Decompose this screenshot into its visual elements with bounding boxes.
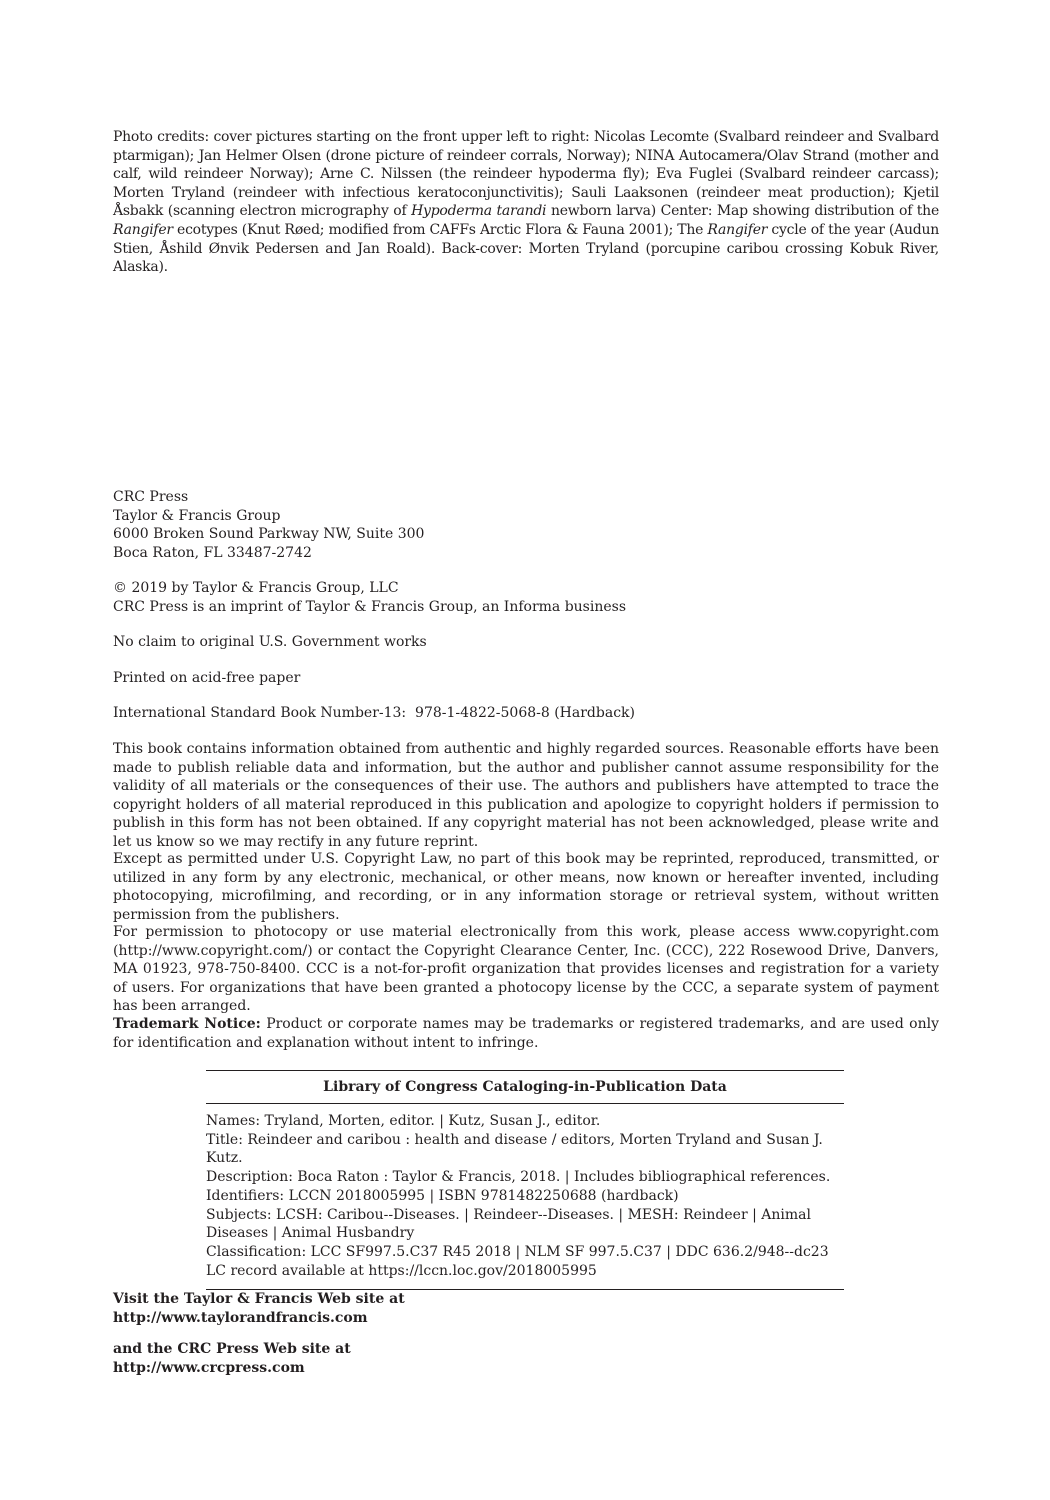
isbn-line: International Standard Book Number-13: 978-1-4822-5068-8 (Hardback) xyxy=(113,705,635,721)
tf-website-link[interactable]: http://www.taylorandfrancis.com xyxy=(113,1309,368,1326)
genus-name: Rangifer xyxy=(707,221,768,238)
photo-credits xyxy=(113,128,939,277)
trademark-notice: Trademark Notice: Product or corporate names may be trademarks or registered trademarks, and are used only for identification and explanation without intent to infringe. xyxy=(113,1016,940,1051)
photo-credits-text: Photo credits: cover pictures starting on the front upper left to right: Nicolas Lecomte (Svalbard reindeer and Svalbard ptarmigan); Jan Helmer Olsen (drone picture of reindeer corrals, Norway); NINA Autocamera/Olav Strand (mother and calf, wild reindeer Norway); Arne C. Nilssen (the reindeer hypoderma fly); Eva Fuglei (Svalbard reindeer carcass); Morten Tryland (reindeer with infectious keratoconjunctivitis); Sauli Laaksonen (reindeer meat production); Kjetil Åsbakk (scanning electron micrography of Hypoderma tarandi newborn larva) Center: Map showing distribution of the Rangifer ecotypes (Knut Røed; modified from CAFFs Arctic Flora & Fauna 2001); The Rangifer cycle of the year (Audun Stien, Åshild Ønvik Pedersen and Jan Roald). Back-cover: Morten Tryland (porcupine caribou crossing Kobuk River, Alaska). xyxy=(113,129,940,276)
cip-heading: Library of Congress Cataloging-in-Publication Data xyxy=(206,1071,844,1104)
publisher-address: CRC Press Taylor & Francis Group 6000 Broken Sound Parkway NW, Suite 300 Boca Raton, FL 33487-2742 xyxy=(113,489,425,561)
website-links xyxy=(113,1290,405,1377)
cip-data-box xyxy=(206,1070,844,1290)
cip-record xyxy=(206,1104,844,1289)
tf-website-label: Visit the Taylor & Francis Web site at xyxy=(113,1291,405,1307)
government-works-note: No claim to original U.S. Government works xyxy=(113,634,427,650)
cip-names: Names: Tryland, Morten, editor. | Kutz, Susan J., editor. xyxy=(206,1113,601,1129)
cip-description: Description: Boca Raton : Taylor & Francis, 2018. | Includes bibliographical references. xyxy=(206,1169,831,1186)
cip-lc-record: LC record available at https://lccn.loc.gov/2018005995 xyxy=(206,1262,597,1279)
trademark-label: Trademark Notice: xyxy=(113,1016,261,1032)
cip-classification: Classification: LCC SF997.5.C37 R45 2018 | NLM SF 997.5.C37 | DDC 636.2/948--dc23 xyxy=(206,1243,829,1260)
information-disclaimer: This book contains information obtained from authentic and highly regarded sources. Reasonable efforts have been made to publish reliable data and information, but the author and publisher cannot assume responsibility for the validity of all materials or the consequences of their use. The authors and publishers have attempted to trace the copyright holders of all material reproduced in this publication and apologize to copyright holders if permission to publish in this form has not been obtained. If any copyright material has not been acknowledged, please write and let us know so we may rectify in any future reprint. xyxy=(113,741,939,850)
crc-website-label: and the CRC Press Web site at xyxy=(113,1341,351,1358)
acid-free-note: Printed on acid-free paper xyxy=(113,670,301,686)
species-name: Hypoderma tarandi xyxy=(411,203,547,220)
cip-title: Title: Reindeer and caribou : health and disease / editors, Morten Tryland and Susan J. Kutz. xyxy=(206,1131,823,1167)
crc-website-link[interactable]: http://www.crcpress.com xyxy=(113,1359,305,1376)
cip-identifiers: Identifiers: LCCN 2018005995 | ISBN 9781482250688 (hardback) xyxy=(206,1187,679,1204)
copyright-notice: © 2019 by Taylor & Francis Group, LLC CRC Press is an imprint of Taylor & Francis Group, an Informa business xyxy=(113,580,627,615)
genus-name: Rangifer xyxy=(113,221,173,238)
copyright-law-paragraph: Except as permitted under U.S. Copyright Law, no part of this book may be reprinted, reproduced, transmitted, or utilized in any form by any electronic, mechanical, or other means, now known or hereafter invented, including photocopying, microfilming, and recording, or in any information storage or retrieval system, without written permission from the publishers. xyxy=(113,851,939,923)
permission-paragraph: For permission to photocopy or use material electronically from this work, please access www.copyright.com (http://www.copyright.com/) or contact the Copyright Clearance Center, Inc. (CCC), 222 Rosewood Drive, Danvers, MA 01923, 978-750-8400. CCC is a not-for-profit organization that provides licenses and registration for a variety of users. For organizations that have been granted a photocopy license by the CCC, a separate system of payment has been arranged. xyxy=(113,924,939,1015)
cip-subjects: Subjects: LCSH: Caribou--Diseases. | Reindeer--Diseases. | MESH: Reindeer | Animal Diseases | Animal Husbandry xyxy=(206,1206,811,1242)
